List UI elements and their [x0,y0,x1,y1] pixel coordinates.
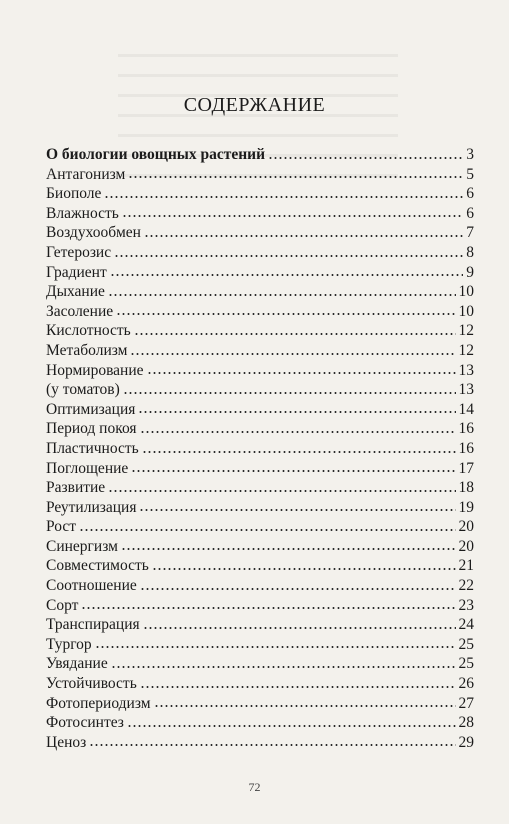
toc-entry-label: Устойчивость [46,675,137,693]
toc-entry-label: Синергизм [46,537,118,555]
toc-entry [46,694,474,714]
toc-entry-label: Метаболизм [46,341,128,359]
dot-leader [154,704,456,708]
toc-entry-page: 6 [466,204,474,222]
toc-entry [46,635,474,655]
dot-leader [142,450,456,454]
toc-entry [46,713,474,733]
toc-entry-label: Поглощение [46,459,129,477]
toc-entry-label: Фотосинтез [46,714,124,732]
toc-entry-label: Соотношение [46,577,137,595]
dot-leader [134,332,456,336]
dot-leader [140,430,456,434]
toc-entry [46,223,474,243]
dot-leader [110,273,464,277]
toc-entry [46,478,474,498]
toc-entry-page: 6 [466,185,474,203]
dot-leader [111,665,456,669]
toc-entry [46,184,474,204]
toc-entry-page: 27 [458,694,474,712]
dot-leader [81,606,455,610]
toc-entry-label: Воздухообмен [46,224,141,242]
toc-entry-label: Ценоз [46,733,87,751]
dot-leader [95,645,456,649]
page-title: СОДЕРЖАНИЕ [183,94,326,116]
toc-entry-page: 16 [458,420,474,438]
toc-entry-label: Влажность [46,204,119,222]
toc-entry-label: Дыхание [46,283,105,301]
toc-entry [46,263,474,283]
toc-entry-page: 26 [458,675,474,693]
toc-entry-label: Кислотность [46,322,131,340]
toc-entry [46,204,474,224]
toc-entry [46,556,474,576]
dot-leader [140,685,456,689]
toc-entry-page: 28 [458,714,474,732]
toc-entry-label: Увядание [46,655,108,673]
dot-leader [104,195,463,199]
toc-entry-page: 16 [458,439,474,457]
toc-entry-page: 13 [458,361,474,379]
toc-entry-page: 29 [458,733,474,751]
dot-leader [128,175,463,179]
toc-entry [46,321,474,341]
toc-entry [46,596,474,616]
toc-entry-label: Антагонизм [46,165,126,183]
toc-entry-page: 25 [458,655,474,673]
dot-leader [89,743,455,747]
toc-entry-page: 21 [458,557,474,575]
toc-entry-label: Рост [46,518,77,536]
toc-entry-label: Засоление [46,302,114,320]
toc-entry-page: 20 [458,518,474,536]
dot-leader [139,508,455,512]
toc-entry-label: (у томатов) [46,381,120,399]
toc-entry-label: Развитие [46,479,106,497]
dot-leader [144,234,463,238]
dot-leader [268,156,463,160]
toc-entry [46,165,474,185]
dot-leader [79,528,455,532]
toc-entry [46,654,474,674]
toc-entry [46,361,474,381]
toc-entry-page: 10 [458,302,474,320]
toc-entry-page: 5 [466,165,474,183]
toc-entry-label: О биологии овощных растений [46,146,266,163]
toc-entry-label: Реутилизация [46,498,137,516]
toc-entry-page: 12 [458,322,474,340]
toc-entry [46,537,474,557]
dot-leader [147,371,456,375]
toc-entry-page: 25 [458,635,474,653]
dot-leader [131,469,455,473]
toc-entry-page: 19 [458,498,474,516]
toc-entry [46,380,474,400]
dot-leader [123,391,456,395]
dot-leader [130,352,455,356]
toc-entry-page: 13 [458,381,474,399]
toc-entry [46,733,474,753]
toc-entry-label: Фотопериодизм [46,694,151,712]
toc-entry-page: 14 [458,400,474,418]
toc-entry-label: Оптимизация [46,400,136,418]
dot-leader [122,214,463,218]
toc-entry-label: Градиент [46,263,107,281]
toc-entry [46,400,474,420]
toc-entry-label: Сорт [46,596,79,614]
toc-entry-page: 20 [458,537,474,555]
toc-entry-label: Нормирование [46,361,144,379]
dot-leader [127,724,456,728]
toc-entry-page: 17 [458,459,474,477]
toc-entry-label: Гетерозис [46,243,112,261]
toc-entry-label: Совместимость [46,557,149,575]
toc-entry-page: 7 [466,224,474,242]
toc-entry [46,439,474,459]
toc-entry [46,302,474,322]
toc-entry [46,282,474,302]
toc-entry-page: 22 [458,577,474,595]
table-of-contents [46,145,474,752]
toc-entry-page: 10 [458,283,474,301]
toc-entry-label: Биополе [46,185,102,203]
toc-entry-label: Транспирация [46,616,140,634]
toc-entry [46,517,474,537]
toc-entry-page: 23 [458,596,474,614]
toc-entry [46,674,474,694]
toc-entry-label: Пластичность [46,439,139,457]
toc-entry [46,341,474,361]
dot-leader [138,410,455,414]
toc-entry-page: 24 [458,616,474,634]
toc-entry [46,615,474,635]
toc-entry-label: Тургор [46,635,92,653]
toc-entry [46,419,474,439]
page-number: 72 [248,780,261,794]
dot-leader [108,293,456,297]
dot-leader [116,312,455,316]
toc-entry-page: 8 [466,243,474,261]
toc-entry [46,576,474,596]
toc-entry [46,459,474,479]
toc-entry [46,243,474,263]
toc-entry [46,498,474,518]
dot-leader [108,489,455,493]
toc-entry-page: 18 [458,479,474,497]
toc-entry-page: 12 [458,341,474,359]
dot-leader [121,547,456,551]
dot-leader [143,626,456,630]
toc-entry-page: 9 [466,263,474,281]
toc-entry [46,145,474,165]
dot-leader [152,567,456,571]
toc-entry-label: Период покоя [46,420,137,438]
dot-leader [114,254,463,258]
dot-leader [140,587,456,591]
toc-entry-page: 3 [466,146,474,163]
